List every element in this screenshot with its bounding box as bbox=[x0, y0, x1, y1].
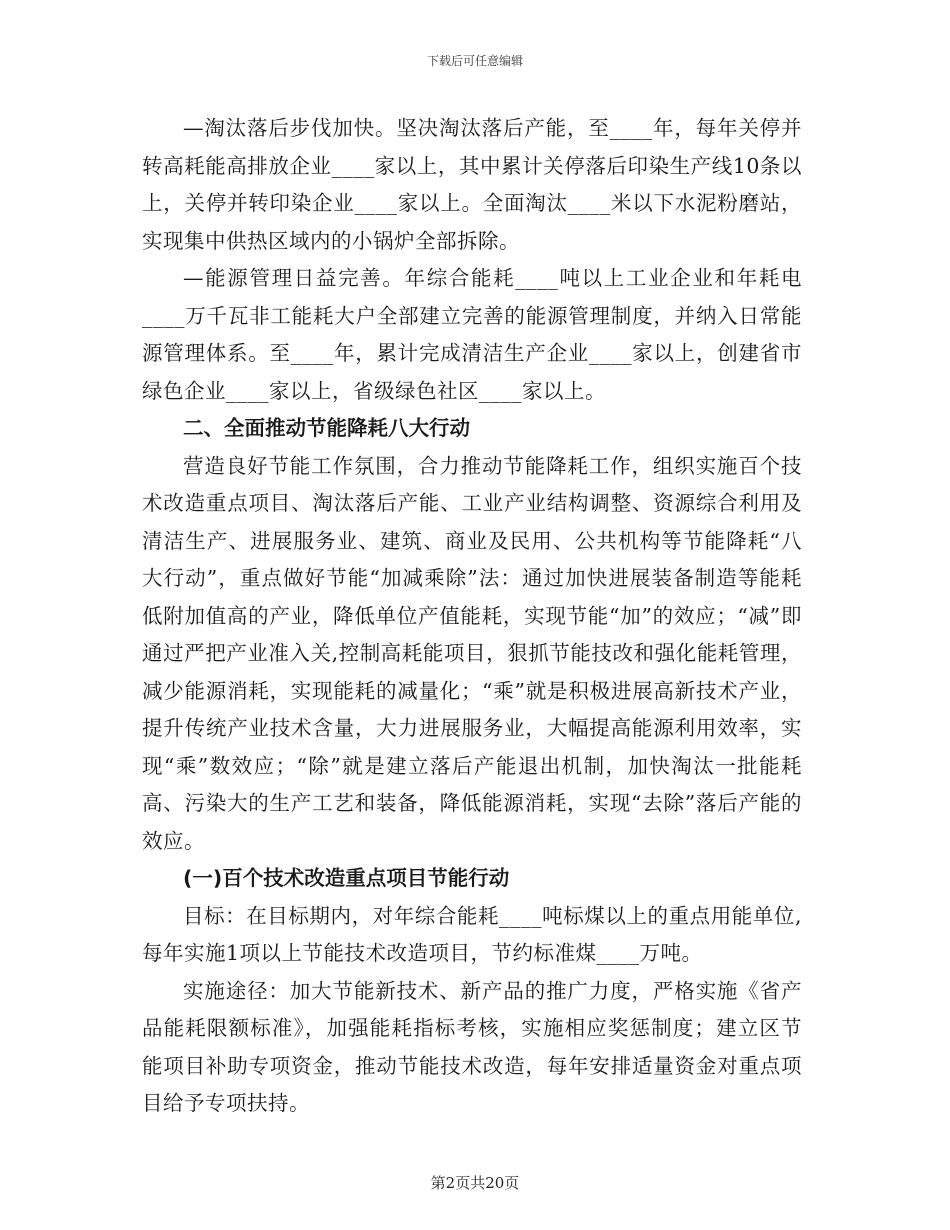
page-header-note: 下载后可任意编辑 bbox=[426, 54, 523, 68]
paragraph-approach: 实施途径：加大节能新技术、新产品的推广力度，严格实施《省产品能耗限额标准》，加强能耗指标考核，实施相应奖惩制度；建立区节能项目补助专项资金，推动节能技术改造，每年安排适量资金对重点项目给予专项扶持。 bbox=[142, 978, 802, 1115]
page-number: 第2页共20页 bbox=[430, 1174, 520, 1192]
subsection-heading-tech-projects: (一)百个技术改造重点项目节能行动 bbox=[183, 866, 510, 890]
paragraph-energy-management: —能源管理日益完善。年综合能耗____吨以上工业企业和年耗电____万千瓦非工能耗大户全部建立完善的能源管理制度，并纳入日常能源管理体系。至____年，累计完成清洁生产企业____家以上，创建省市绿色企业____家以上，省级绿色社区____家以上。 bbox=[142, 266, 802, 403]
paragraph-goal: 目标：在目标期内，对年综合能耗____吨标煤以上的重点用能单位,每年实施1项以上节能技术改造项目，节约标准煤____万吨。 bbox=[142, 903, 802, 965]
paragraph-phase-out: —淘汰落后步伐加快。坚决淘汰落后产能，至____年，每年关停并转高耗能高排放企业____家以上，其中累计关停落后印染生产线10条以上，关停并转印染企业____家以上。全面淘汰____米以下水泥粉磨站，实现集中供热区域内的小锅炉全部拆除。 bbox=[142, 116, 802, 253]
document-body bbox=[142, 110, 802, 1123]
section-heading-eight-actions: 二、全面推动节能降耗八大行动 bbox=[183, 416, 470, 440]
paragraph-eight-actions: 营造良好节能工作氛围，合力推动节能降耗工作，组织实施百个技术改造重点项目、淘汰落后产能、工业产业结构调整、资源综合利用及清洁生产、进展服务业、建筑、商业及民用、公共机构等节能降耗“八大行动”，重点做好节能“加减乘除”法：通过加快进展装备制造等能耗低附加值高的产业，降低单位产值能耗，实现节能“加”的效应；“减”即通过严把产业准入关,控制高耗能项目，狠抓节能技改和强化能耗管理，减少能源消耗，实现能耗的减量化；“乘”就是积极进展高新技术产业，提升传统产业技术含量，大力进展服务业，大幅提高能源利用效率，实现“乘”数效应；“除”就是建立落后产能退出机制，加快淘汰一批能耗高、污染大的生产工艺和装备，降低能源消耗，实现“去除”落后产能的效应。 bbox=[142, 453, 802, 853]
